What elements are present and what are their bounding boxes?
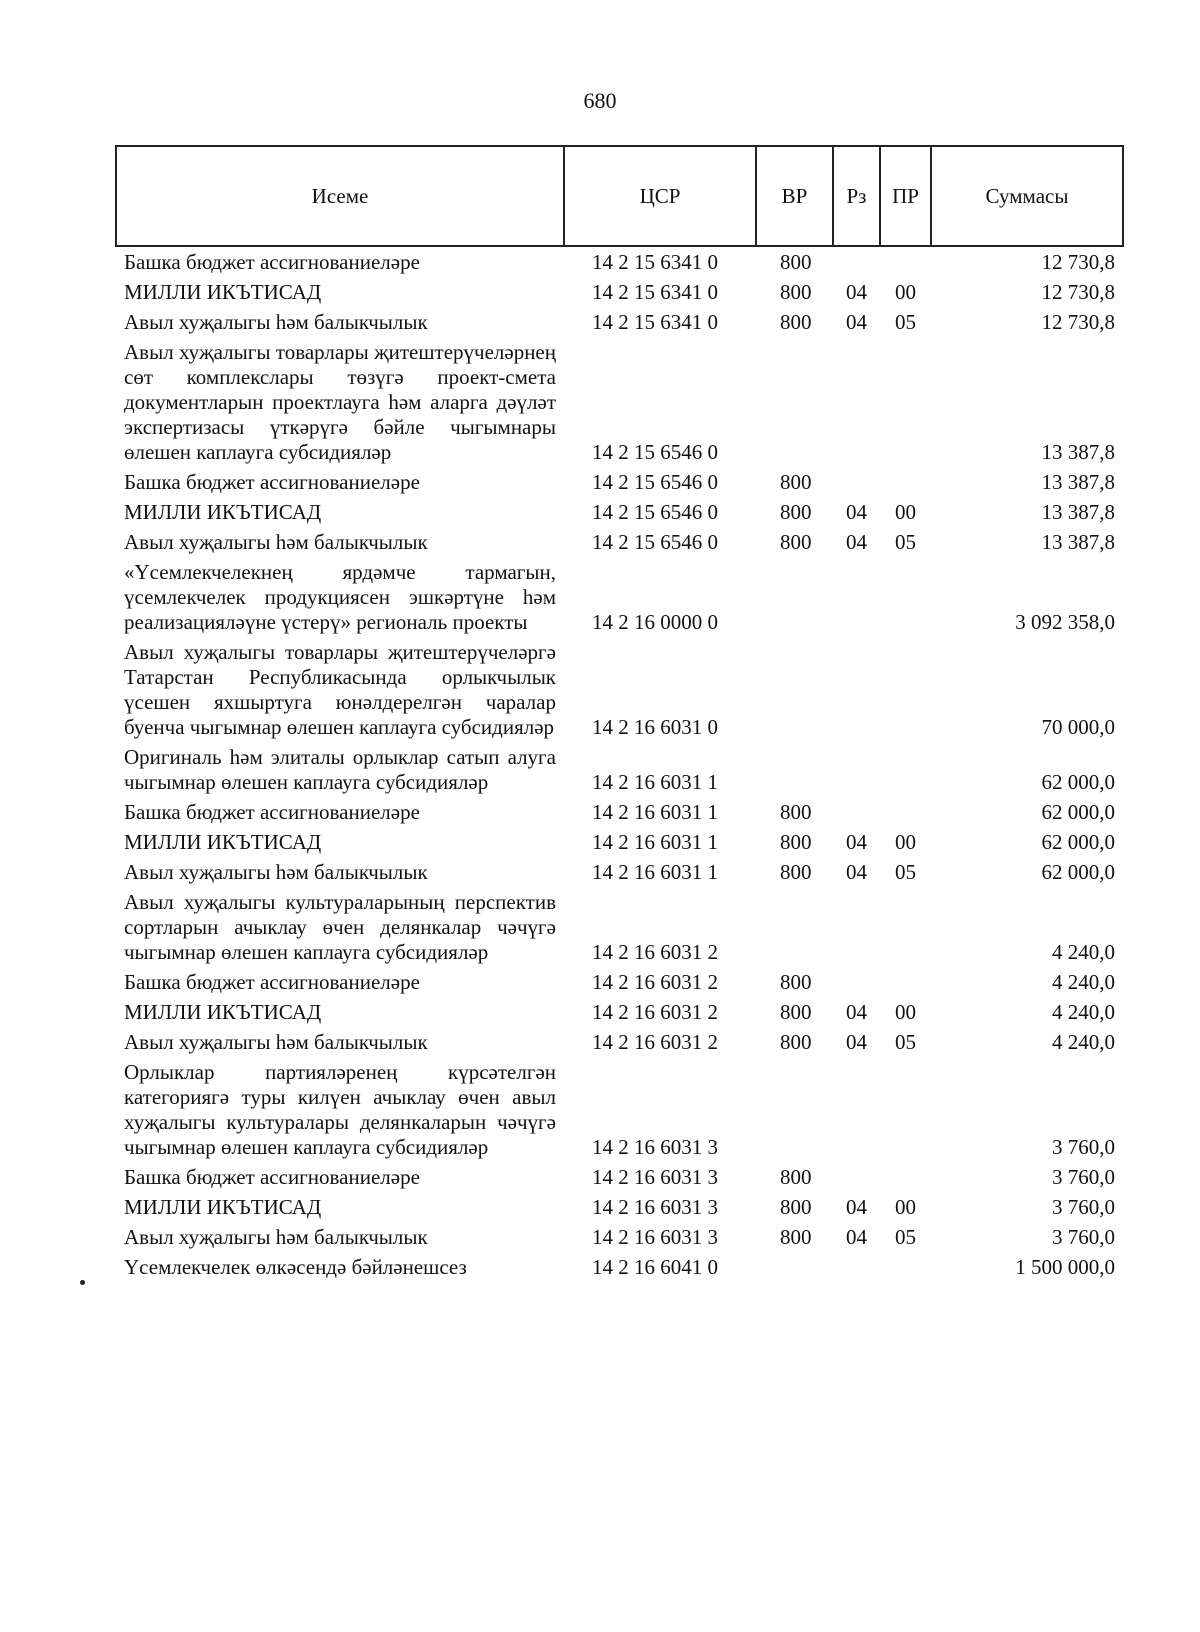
csr-cell: 14 2 16 6031 0: [592, 715, 718, 739]
header-sum: Суммасы: [931, 146, 1123, 246]
name-cell: Авыл хуҗалыгы һәм балыкчылык: [124, 1030, 428, 1054]
header-rz: Рз: [833, 146, 880, 246]
csr-cell: 14 2 16 6031 1: [592, 830, 718, 854]
rz-cell: [833, 467, 880, 497]
rz-cell: 04: [846, 830, 867, 854]
vr-cell: 800: [780, 250, 812, 274]
sum-cell: 4 240,0: [1052, 1030, 1115, 1054]
sum-cell: 13 387,8: [1041, 530, 1115, 554]
table-row: [116, 1192, 1123, 1222]
sum-cell: 13 387,8: [1041, 470, 1115, 494]
sum-cell: 3 760,0: [1052, 1135, 1115, 1159]
vr-cell: 800: [780, 1195, 812, 1219]
pr-cell: 05: [895, 1225, 916, 1249]
table-row: [116, 742, 1123, 797]
table-row: [116, 277, 1123, 307]
rz-cell: [833, 337, 880, 467]
stray-dot-mark: [80, 1280, 85, 1285]
csr-cell: 14 2 15 6341 0: [592, 310, 718, 334]
pr-cell: 05: [895, 530, 916, 554]
sum-cell: 62 000,0: [1041, 800, 1115, 824]
rz-cell: [833, 1057, 880, 1162]
sum-cell: 12 730,8: [1041, 250, 1115, 274]
csr-cell: 14 2 16 6031 3: [592, 1195, 718, 1219]
pr-cell: [880, 1252, 931, 1282]
csr-cell: 14 2 15 6546 0: [592, 500, 718, 524]
table-row: [116, 967, 1123, 997]
sum-cell: 3 092 358,0: [1015, 610, 1115, 634]
pr-cell: [880, 557, 931, 637]
pr-cell: 00: [895, 1195, 916, 1219]
rz-cell: 04: [846, 1000, 867, 1024]
header-name: Исеме: [116, 146, 564, 246]
vr-cell: [756, 557, 833, 637]
table-row: [116, 827, 1123, 857]
pr-cell: [880, 742, 931, 797]
pr-cell: [880, 797, 931, 827]
name-cell: Башка бюджет ассигнованиеләре: [124, 470, 420, 494]
csr-cell: 14 2 16 0000 0: [592, 610, 718, 634]
rz-cell: 04: [846, 1030, 867, 1054]
table-header: [116, 146, 1123, 246]
header-vr: ВР: [756, 146, 833, 246]
table-row: [116, 527, 1123, 557]
pr-cell: [880, 246, 931, 277]
pr-cell: [880, 887, 931, 967]
csr-cell: 14 2 16 6031 2: [592, 1030, 718, 1054]
sum-cell: 3 760,0: [1052, 1225, 1115, 1249]
csr-cell: 14 2 16 6031 2: [592, 1000, 718, 1024]
pr-cell: 05: [895, 1030, 916, 1054]
vr-cell: 800: [780, 1000, 812, 1024]
name-cell: Авыл хуҗалыгы товарлары җитештерүчеләрнең сөт комплекслары төзүгә проект-смета документларын проектлауга һәм аларга дәүләт экспертизасы үткәрүгә бәйле чыгымнары өлешен каплауга субсидияләр: [124, 340, 556, 464]
name-cell: Оригиналь һәм элиталы орлыклар сатып алуга чыгымнар өлешен каплауга субсидияләр: [124, 745, 556, 794]
vr-cell: 800: [780, 970, 812, 994]
name-cell: МИЛЛИ ИКЪТИСАД: [124, 1195, 322, 1219]
rz-cell: [833, 797, 880, 827]
header-csr: ЦСР: [564, 146, 756, 246]
vr-cell: 800: [780, 1225, 812, 1249]
sum-cell: 70 000,0: [1041, 715, 1115, 739]
table-row: [116, 497, 1123, 527]
vr-cell: 800: [780, 800, 812, 824]
name-cell: Авыл хуҗалыгы һәм балыкчылык: [124, 530, 428, 554]
pr-cell: 00: [895, 830, 916, 854]
sum-cell: 1 500 000,0: [1015, 1255, 1115, 1279]
table-row: [116, 557, 1123, 637]
rz-cell: [833, 742, 880, 797]
sum-cell: 3 760,0: [1052, 1165, 1115, 1189]
pr-cell: [880, 637, 931, 742]
pr-cell: 00: [895, 1000, 916, 1024]
table-row: [116, 1057, 1123, 1162]
sum-cell: 62 000,0: [1041, 860, 1115, 884]
name-cell: Авыл хуҗалыгы һәм балыкчылык: [124, 310, 428, 334]
sum-cell: 13 387,8: [1041, 500, 1115, 524]
table-row: [116, 1027, 1123, 1057]
vr-cell: [756, 637, 833, 742]
sum-cell: 4 240,0: [1052, 940, 1115, 964]
pr-cell: 00: [895, 280, 916, 304]
pr-cell: [880, 467, 931, 497]
name-cell: Башка бюджет ассигнованиеләре: [124, 1165, 420, 1189]
csr-cell: 14 2 16 6041 0: [592, 1255, 718, 1279]
vr-cell: 800: [780, 860, 812, 884]
sum-cell: 62 000,0: [1041, 830, 1115, 854]
header-pr: ПР: [880, 146, 931, 246]
sum-cell: 12 730,8: [1041, 280, 1115, 304]
rz-cell: 04: [846, 280, 867, 304]
rz-cell: 04: [846, 1195, 867, 1219]
name-cell: Авыл хуҗалыгы һәм балыкчылык: [124, 1225, 428, 1249]
name-cell: Башка бюджет ассигнованиеләре: [124, 800, 420, 824]
pr-cell: [880, 1057, 931, 1162]
vr-cell: 800: [780, 470, 812, 494]
name-cell: МИЛЛИ ИКЪТИСАД: [124, 500, 322, 524]
sum-cell: 4 240,0: [1052, 970, 1115, 994]
vr-cell: [756, 742, 833, 797]
name-cell: МИЛЛИ ИКЪТИСАД: [124, 280, 322, 304]
csr-cell: 14 2 15 6546 0: [592, 530, 718, 554]
csr-cell: 14 2 15 6546 0: [592, 440, 718, 464]
table-row: [116, 307, 1123, 337]
vr-cell: 800: [780, 280, 812, 304]
name-cell: МИЛЛИ ИКЪТИСАД: [124, 1000, 322, 1024]
vr-cell: 800: [780, 1165, 812, 1189]
csr-cell: 14 2 16 6031 2: [592, 970, 718, 994]
name-cell: Башка бюджет ассигнованиеләре: [124, 250, 420, 274]
sum-cell: 62 000,0: [1041, 770, 1115, 794]
table-body: [116, 246, 1123, 1282]
vr-cell: 800: [780, 500, 812, 524]
table-row: [116, 1252, 1123, 1282]
sum-cell: 13 387,8: [1041, 440, 1115, 464]
sum-cell: 4 240,0: [1052, 1000, 1115, 1024]
csr-cell: 14 2 15 6341 0: [592, 280, 718, 304]
table-row: [116, 337, 1123, 467]
table-row: [116, 246, 1123, 277]
pr-cell: 05: [895, 310, 916, 334]
name-cell: МИЛЛИ ИКЪТИСАД: [124, 830, 322, 854]
csr-cell: 14 2 16 6031 3: [592, 1165, 718, 1189]
vr-cell: [756, 1057, 833, 1162]
csr-cell: 14 2 16 6031 3: [592, 1135, 718, 1159]
csr-cell: 14 2 15 6546 0: [592, 470, 718, 494]
rz-cell: 04: [846, 500, 867, 524]
vr-cell: [756, 887, 833, 967]
table-row: [116, 887, 1123, 967]
vr-cell: 800: [780, 310, 812, 334]
rz-cell: [833, 637, 880, 742]
rz-cell: [833, 1252, 880, 1282]
table-row: [116, 1222, 1123, 1252]
csr-cell: 14 2 16 6031 1: [592, 800, 718, 824]
rz-cell: [833, 1162, 880, 1192]
rz-cell: [833, 557, 880, 637]
table-row: [116, 1162, 1123, 1192]
rz-cell: 04: [846, 310, 867, 334]
rz-cell: 04: [846, 860, 867, 884]
name-cell: Авыл хуҗалыгы культураларының перспектив сортларын ачыклау өчен делянкалар чәчүгә чыгымнар өлешен каплауга субсидияләр: [124, 890, 556, 964]
page-number: 680: [583, 88, 617, 113]
name-cell: Башка бюджет ассигнованиеләре: [124, 970, 420, 994]
csr-cell: 14 2 15 6341 0: [592, 250, 718, 274]
vr-cell: [756, 337, 833, 467]
csr-cell: 14 2 16 6031 2: [592, 940, 718, 964]
csr-cell: 14 2 16 6031 1: [592, 770, 718, 794]
name-cell: Авыл хуҗалыгы һәм балыкчылык: [124, 860, 428, 884]
sum-cell: 12 730,8: [1041, 310, 1115, 334]
rz-cell: [833, 246, 880, 277]
pr-cell: 00: [895, 500, 916, 524]
csr-cell: 14 2 16 6031 1: [592, 860, 718, 884]
vr-cell: [756, 1252, 833, 1282]
table-row: [116, 637, 1123, 742]
table-row: [116, 467, 1123, 497]
sum-cell: 3 760,0: [1052, 1195, 1115, 1219]
budget-table: [115, 145, 1124, 1282]
name-cell: Авыл хуҗалыгы товарлары җитештерүчеләргә Татарстан Республикасында орлыкчылык үсешен яхшыртуга юнәлдерелгән чаралар буенча чыгымнар өлешен каплауга субсидияләр: [124, 640, 556, 739]
vr-cell: 800: [780, 1030, 812, 1054]
vr-cell: 800: [780, 830, 812, 854]
rz-cell: 04: [846, 530, 867, 554]
pr-cell: [880, 967, 931, 997]
vr-cell: 800: [780, 530, 812, 554]
csr-cell: 14 2 16 6031 3: [592, 1225, 718, 1249]
pr-cell: 05: [895, 860, 916, 884]
name-cell: Үсемлекчелек өлкәсендә бәйләнешсез: [124, 1255, 467, 1279]
pr-cell: [880, 1162, 931, 1192]
rz-cell: [833, 967, 880, 997]
rz-cell: [833, 887, 880, 967]
rz-cell: 04: [846, 1225, 867, 1249]
name-cell: «Үсемлекчелекнең ярдәмче тармагын, үсемлекчелек продукциясен эшкәртүне һәм реализацияләүне үстерү» региональ проекты: [124, 560, 556, 634]
name-cell: Орлыклар партияләренең күрсәтелгән категориягә туры килүен ачыклау өчен авыл хуҗалыгы культуралары делянкаларын чәчүгә чыгымнар өлешен каплауга субсидияләр: [124, 1060, 556, 1159]
table-row: [116, 797, 1123, 827]
pr-cell: [880, 337, 931, 467]
table-row: [116, 997, 1123, 1027]
table-row: [116, 857, 1123, 887]
